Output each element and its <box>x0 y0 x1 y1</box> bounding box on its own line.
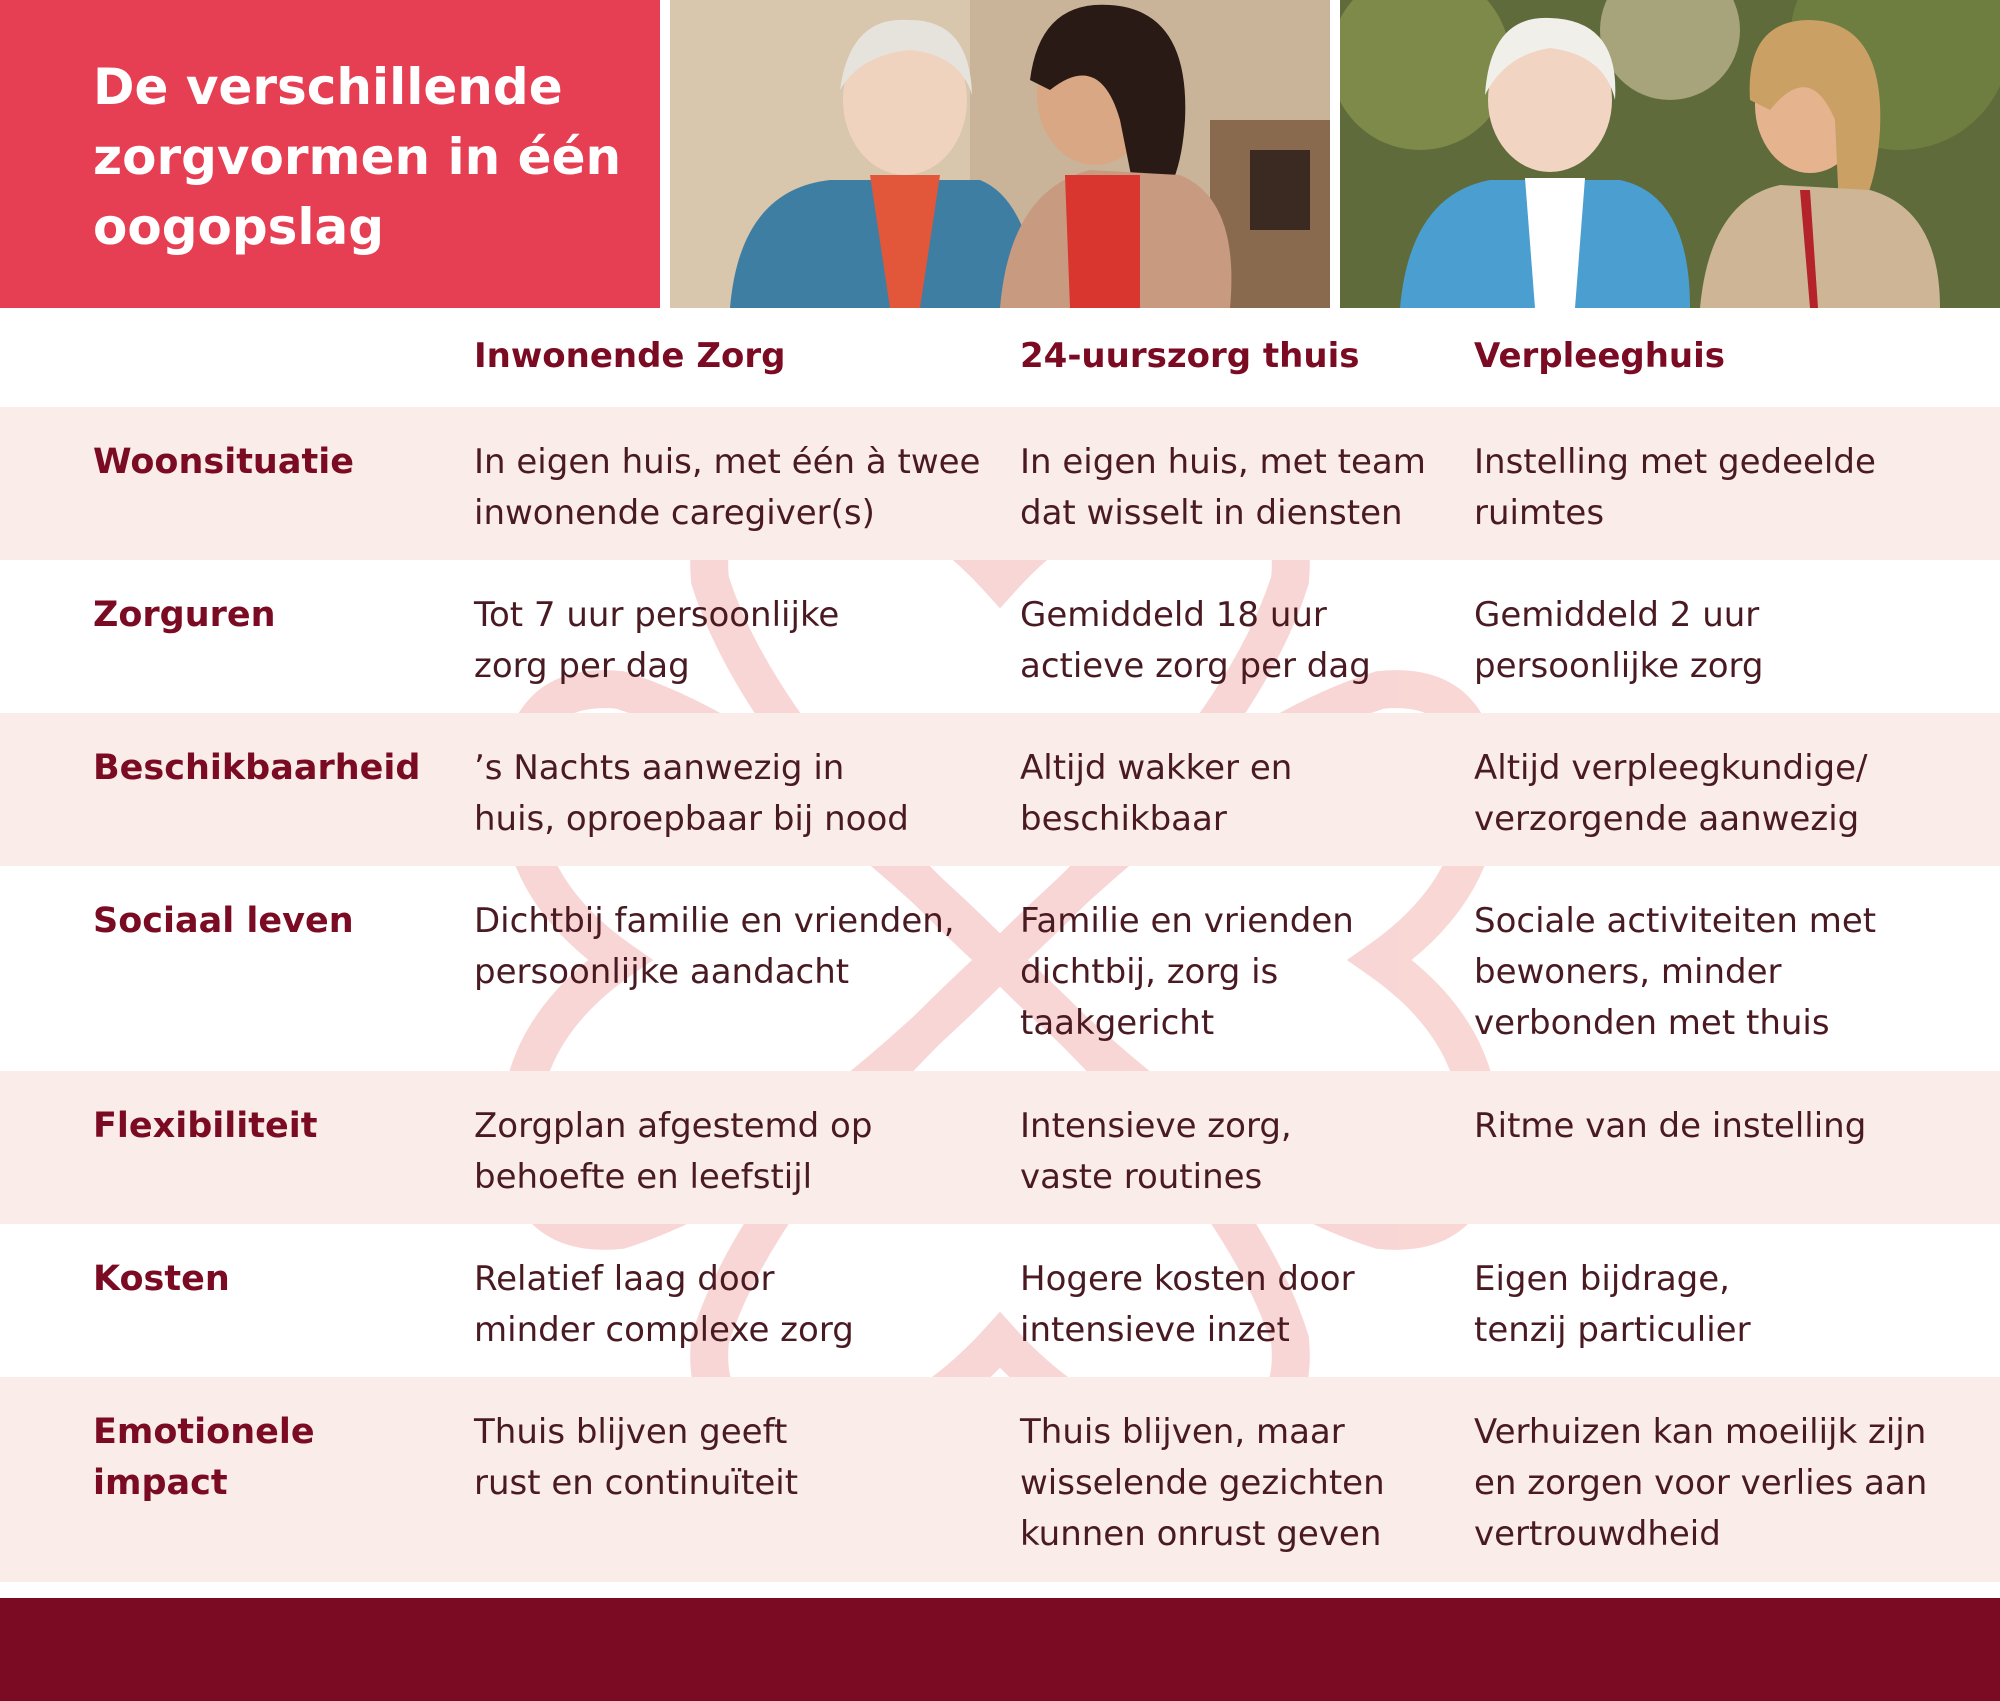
header <box>0 0 2000 308</box>
table-cell: Gemiddeld 18 uur actieve zorg per dag <box>1020 595 1371 686</box>
title-box <box>0 0 660 308</box>
table-cell: Ritme van de instelling <box>1474 1106 1867 1146</box>
row-label: Kosten <box>93 1259 230 1299</box>
table-cell: Intensieve zorg, vaste routines <box>1020 1106 1292 1197</box>
table-cell: Instelling met gedeelde ruimtes <box>1474 442 1876 533</box>
table-cell: Gemiddeld 2 uur persoonlijke zorg <box>1474 595 1764 686</box>
table-cell: Tot 7 uur persoonlijke zorg per dag <box>474 595 840 686</box>
table-row-kosten <box>0 1224 2000 1377</box>
column-header-verpleeghuis: Verpleeghuis <box>1474 336 1726 376</box>
photo-caregiver-with-elderly-woman-indoors <box>670 0 1330 308</box>
table-cell: Verhuizen kan moeilijk zijn en zorgen voor verlies aan vertrouwdheid <box>1474 1412 1928 1554</box>
table-cell: Altijd wakker en beschikbaar <box>1020 748 1293 839</box>
table-cell: Sociale activiteiten met bewoners, minder verbonden met thuis <box>1474 901 1877 1043</box>
row-label: Woonsituatie <box>93 442 354 482</box>
table-row-beschikbaarheid <box>0 713 2000 866</box>
table-cell: Altijd verpleegkundige/ verzorgende aanwezig <box>1474 748 1868 839</box>
row-label: Beschikbaarheid <box>93 748 421 788</box>
table-row-emotionele-impact <box>0 1377 2000 1582</box>
row-label: Flexibiliteit <box>93 1106 318 1146</box>
column-header-inwonende-zorg: Inwonende Zorg <box>474 336 786 376</box>
row-label: Zorguren <box>93 595 276 635</box>
table-row-zorguren <box>0 560 2000 713</box>
table-row-flexibiliteit <box>0 1071 2000 1224</box>
table-cell: Hogere kosten door intensieve inzet <box>1020 1259 1355 1350</box>
table-cell: Relatief laag door minder complexe zorg <box>474 1259 854 1350</box>
row-label: Sociaal leven <box>93 901 354 941</box>
row-label: Emotionele impact <box>93 1412 315 1503</box>
table-cell: In eigen huis, met team dat wisselt in diensten <box>1020 442 1426 533</box>
table-cell: Thuis blijven, maar wisselende gezichten kunnen onrust geven <box>1020 1412 1385 1554</box>
column-header-24-uurszorg: 24-uurszorg thuis <box>1020 336 1360 376</box>
footer-bar <box>0 1598 2000 1701</box>
table-cell: Familie en vrienden dichtbij, zorg is taakgericht <box>1020 901 1354 1043</box>
table-cell: Dichtbij familie en vrienden, persoonlijke aandacht <box>474 901 955 992</box>
table-cell: Eigen bijdrage, tenzij particulier <box>1474 1259 1751 1350</box>
photo-caregiver-with-elderly-woman-outdoors <box>1340 0 2000 308</box>
page-title: De verschillende zorgvormen in één oogopslag <box>93 58 622 256</box>
table-cell: Zorgplan afgestemd op behoefte en leefstijl <box>474 1106 873 1197</box>
table-cell: Thuis blijven geeft rust en continuïteit <box>474 1412 799 1503</box>
table-cell: ’s Nachts aanwezig in huis, oproepbaar bij nood <box>474 748 909 839</box>
table-cell: In eigen huis, met één à twee inwonende caregiver(s) <box>474 442 981 533</box>
table-row-woonsituatie <box>0 407 2000 560</box>
table-row-sociaal-leven <box>0 866 2000 1071</box>
